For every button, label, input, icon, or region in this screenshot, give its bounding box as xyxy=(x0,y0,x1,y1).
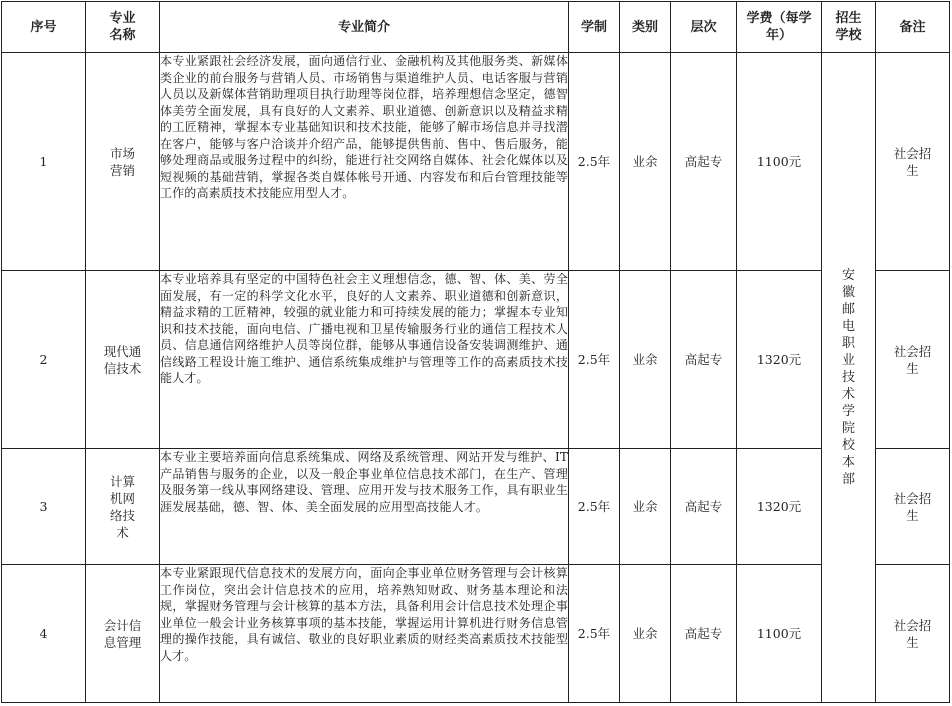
row-fee: 1320元 xyxy=(737,271,822,449)
header-duration: 学制 xyxy=(569,2,620,53)
row-index: 2 xyxy=(2,271,86,449)
table-row xyxy=(2,565,950,703)
row-duration: 2.5年 xyxy=(569,565,620,703)
row-major-name: 计算机网络技术 xyxy=(86,449,160,565)
row-duration: 2.5年 xyxy=(569,271,620,449)
header-school: 招生学校 xyxy=(822,2,876,53)
majors-table xyxy=(1,1,950,703)
header-level: 层次 xyxy=(671,2,737,53)
row-fee: 1100元 xyxy=(737,565,822,703)
row-intro: 本专业紧跟社会经济发展，面向通信行业、金融机构及其他服务类、新媒体类企业的前台服务与营销人员、市场销售与渠道维护人员、电话客服与营销人员以及新媒体营销助理项目执行助理等岗位群，培养理想信念坚定，德智体美劳全面发展，具有良好的人文素养、职业道德、创新意识以及精益求精的工匠精神，掌握本专业基础知识和技术技能，能够了解市场信息并寻找潜在客户，能够与客户洽谈并介绍产品，能够提供售前、售中、售后服务，能够处理商品或服务过程中的纠纷，能进行社交网络自媒体、社会化媒体以及短视频的基础营销，掌握各类自媒体帐号开通、内容发布和后台管理技能等工作的高素质技术技能应用型人才。 xyxy=(160,53,569,271)
row-level: 高起专 xyxy=(671,565,737,703)
row-intro: 本专业主要培养面向信息系统集成、网络及系统管理、网站开发与维护、IT产品销售与服务的企业，以及一般企事业单位信息技术部门，在生产、管理及服务第一线从事网络建设、管理、应用开发与技术服务工作，具有职业生涯发展基础，德、智、体、美全面发展的应用型高技能人才。 xyxy=(160,449,569,565)
row-major-name: 现代通信技术 xyxy=(86,271,160,449)
header-note: 备注 xyxy=(876,2,950,53)
header-index: 序号 xyxy=(2,2,86,53)
table-row xyxy=(2,271,950,449)
row-category: 业余 xyxy=(620,565,671,703)
row-major-name: 会计信息管理 xyxy=(86,565,160,703)
school-cell: 安徽邮电职业技术学院校本部 xyxy=(822,53,876,703)
header-fee: 学费（每学年） xyxy=(737,2,822,53)
row-category: 业余 xyxy=(620,449,671,565)
row-level: 高起专 xyxy=(671,271,737,449)
row-fee: 1100元 xyxy=(737,53,822,271)
row-note: 社会招生 xyxy=(876,53,950,271)
row-duration: 2.5年 xyxy=(569,449,620,565)
row-major-name: 市场营销 xyxy=(86,53,160,271)
row-category: 业余 xyxy=(620,271,671,449)
row-level: 高起专 xyxy=(671,53,737,271)
header-intro: 专业简介 xyxy=(160,2,569,53)
header-row xyxy=(2,2,950,53)
header-category: 类别 xyxy=(620,2,671,53)
row-note: 社会招生 xyxy=(876,565,950,703)
table-row xyxy=(2,449,950,565)
row-note: 社会招生 xyxy=(876,449,950,565)
table-row xyxy=(2,53,950,271)
row-category: 业余 xyxy=(620,53,671,271)
row-index: 4 xyxy=(2,565,86,703)
row-intro: 本专业培养具有坚定的中国特色社会主义理想信念，德、智、体、美、劳全面发展，有一定的科学文化水平，良好的人文素养、职业道德和创新意识，精益求精的工匠精神，较强的就业能力和可持续发展的能力；掌握本专业知识和技术技能，面向电信、广播电视和卫星传输服务行业的通信工程技术人员、信息通信网络维护人员等岗位群，能够从事通信设备安装调测维护、通信线路工程设计施工维护、通信系统集成维护与管理等工作的高素质技术技能人才。 xyxy=(160,271,569,449)
row-fee: 1320元 xyxy=(737,449,822,565)
row-index: 3 xyxy=(2,449,86,565)
row-duration: 2.5年 xyxy=(569,53,620,271)
row-note: 社会招生 xyxy=(876,271,950,449)
row-level: 高起专 xyxy=(671,449,737,565)
row-intro: 本专业紧跟现代信息技术的发展方向，面向企事业单位财务管理与会计核算工作岗位，突出会计信息技术的应用，培养熟知财政、财务基本理论和法规，掌握财务管理与会计核算的基本方法，具备利用会计信息技术处理企事业单位一般会计业务核算事项的基本技能，掌握运用计算机进行财务信息管理的操作技能，具有诚信、敬业的良好职业素质的财经类高素质技术技能型人才。 xyxy=(160,565,569,703)
header-name: 专业名称 xyxy=(86,2,160,53)
row-index: 1 xyxy=(2,53,86,271)
